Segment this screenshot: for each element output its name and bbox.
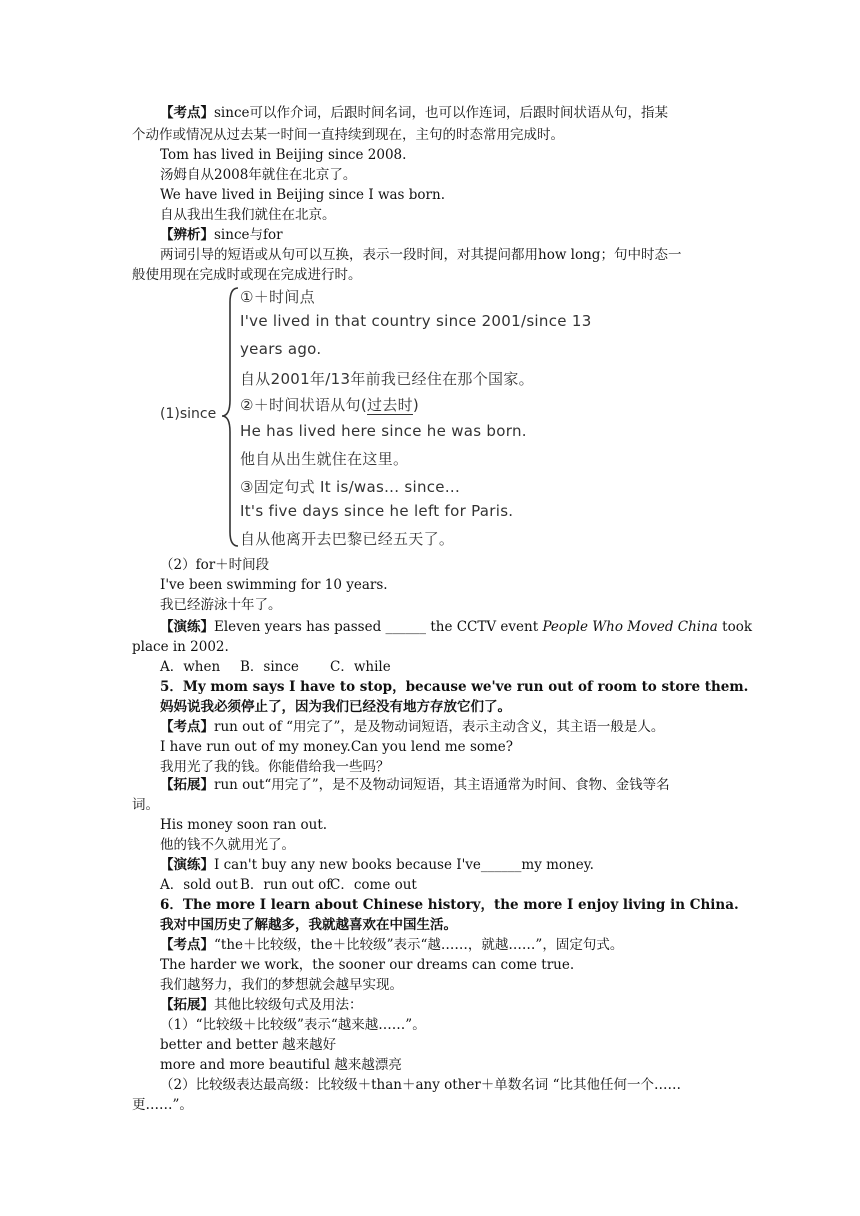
yanlian-5-options (160, 876, 417, 894)
t5-example-cn: 他的钱不久就用光了。 (160, 837, 295, 853)
t6-point-2-line-2: 更……”。 (132, 1097, 193, 1113)
example-2-cn: 自从我出生我们就住在北京。 (160, 207, 336, 223)
kaodian-5-text: run out of “用完了”，是及物动词短语，表示主动含义，其主语一般是人。 (214, 719, 665, 735)
tuozhan-6-text: 其他比较级句式及用法： (214, 997, 363, 1013)
for-example-en: I've been swimming for 10 years. (160, 577, 388, 593)
since-line-1: ①＋时间点 (240, 288, 315, 306)
since-label: (1)since (160, 406, 217, 422)
t6-point-1: （1）“比较级＋比较级”表示“越来越……”。 (160, 1017, 426, 1033)
for-label: （2）for＋时间段 (160, 557, 270, 573)
yanlian-tag: 【演练】 (160, 857, 214, 873)
kaodian-5 (160, 718, 664, 736)
for-example-cn: 我已经游泳十年了。 (160, 597, 282, 613)
tuozhan-tag: 【拓展】 (160, 997, 214, 1013)
t6-point-1-example-a: better and better 越来越好 (160, 1037, 337, 1053)
k5-example-cn: 我用光了我的钱。你能借给我一些吗？ (160, 759, 390, 775)
option-c: C．come out (330, 877, 417, 893)
example-1-cn: 汤姆自从2008年就住在北京了。 (160, 167, 357, 183)
item-6-cn: 我对中国历史了解越多，我就越喜欢在中国生活。 (160, 917, 457, 933)
yanlian-1-line-2: place in 2002. (132, 639, 229, 655)
example-1-en: Tom has lived in Beijing since 2008. (160, 147, 407, 163)
t5-example-en: His money soon ran out. (160, 817, 328, 833)
k6-example-en: The harder we work，the sooner our dreams can come true. (160, 957, 575, 973)
past-tense-underlined: 过去时 (367, 396, 413, 414)
tuozhan-5-text-a: run out“用完了”，是不及物动词短语，其主语通常为时间、食物、金钱等名 (214, 777, 670, 793)
kaodian-tag: 【考点】 (160, 105, 214, 121)
item-5-en: 5．My mom says I have to stop，because we've run out of room to store them. (160, 679, 749, 695)
yanlian-5-text: I can't buy any new books because I've______my money. (214, 857, 594, 873)
option-a: A．when (160, 659, 221, 675)
option-a: A．sold out (160, 877, 238, 893)
yanlian-tag: 【演练】 (160, 619, 214, 635)
bianxi-desc-line-2: 般使用现在完成时或现在完成进行时。 (132, 267, 362, 283)
since-usage-figure (160, 282, 612, 552)
tuozhan-6 (160, 996, 363, 1014)
since-line-10: 自从他离开去巴黎已经五天了。 (240, 530, 455, 548)
kaodian-tag: 【考点】 (160, 719, 214, 735)
since-line-6: He has lived here since he was born. (240, 422, 527, 440)
yanlian-1-text-a: Eleven years has passed ______ the CCTV event (214, 619, 543, 635)
since-line-3: years ago. (240, 340, 322, 358)
kaodian-1-line-1 (160, 104, 668, 122)
bianxi-text: since与for (214, 227, 283, 243)
kaodian-1-line-2: 个动作或情况从过去某一时间一直持续到现在，主句的时态常用完成时。 (132, 127, 564, 143)
item-5-cn: 妈妈说我必须停止了，因为我们已经没有地方存放它们了。 (160, 699, 511, 715)
since-line-5-close: ) (412, 396, 420, 414)
kaodian-tag: 【考点】 (160, 937, 214, 953)
option-b: B．since (240, 659, 299, 675)
k5-example-en: I have run out of my money.Can you lend me some? (160, 739, 514, 755)
yanlian-5 (160, 856, 594, 874)
option-c: C．while (330, 659, 391, 675)
yanlian-1-italic-title: People Who Moved China (542, 619, 718, 635)
since-line-4: 自从2001年/13年前我已经住在那个国家。 (240, 370, 534, 388)
k6-example-cn: 我们越努力，我们的梦想就会越早实现。 (160, 977, 403, 993)
example-2-en: We have lived in Beijing since I was born. (160, 187, 445, 203)
yanlian-1-text-b: took (717, 619, 753, 635)
t6-point-2-line-1: （2）比较级表达最高级：比较级＋than＋any other＋单数名词 “比其他任何一个…… (160, 1077, 681, 1093)
yanlian-1-options (160, 658, 391, 676)
tuozhan-tag: 【拓展】 (160, 777, 214, 793)
bianxi-desc-line-1: 两词引导的短语或从句可以互换，表示一段时间，对其提问都用how long；句中时态一 (160, 247, 682, 263)
kaodian-6-text: “the＋比较级，the＋比较级”表示“越……，就越……”，固定句式。 (214, 937, 624, 953)
kaodian-1-text-a: since可以作介词，后跟时间名词，也可以作连词，后跟时间状语从句，指某 (214, 105, 668, 121)
item-6-en: 6．The more I learn about Chinese history，the more I enjoy living in China. (160, 897, 739, 913)
option-b: B．run out of (240, 877, 332, 893)
t6-point-1-example-b: more and more beautiful 越来越漂亮 (160, 1057, 402, 1073)
since-line-9: It's five days since he left for Paris. (240, 502, 514, 520)
since-line-5 (240, 394, 419, 415)
since-line-7: 他自从出生就住在这里。 (240, 450, 409, 468)
bianxi-tag: 【辨析】 (160, 227, 214, 243)
since-line-5-text: ②＋时间状语从句( (240, 396, 367, 414)
tuozhan-5-line-2: 词。 (132, 797, 159, 813)
since-line-2: I've lived in that country since 2001/since 13 (240, 312, 592, 330)
since-line-8: ③固定句式 It is/was... since... (240, 478, 461, 496)
yanlian-1-line-1 (160, 618, 752, 636)
bianxi-line (160, 226, 283, 244)
kaodian-6 (160, 936, 623, 954)
tuozhan-5-line-1 (160, 776, 670, 794)
